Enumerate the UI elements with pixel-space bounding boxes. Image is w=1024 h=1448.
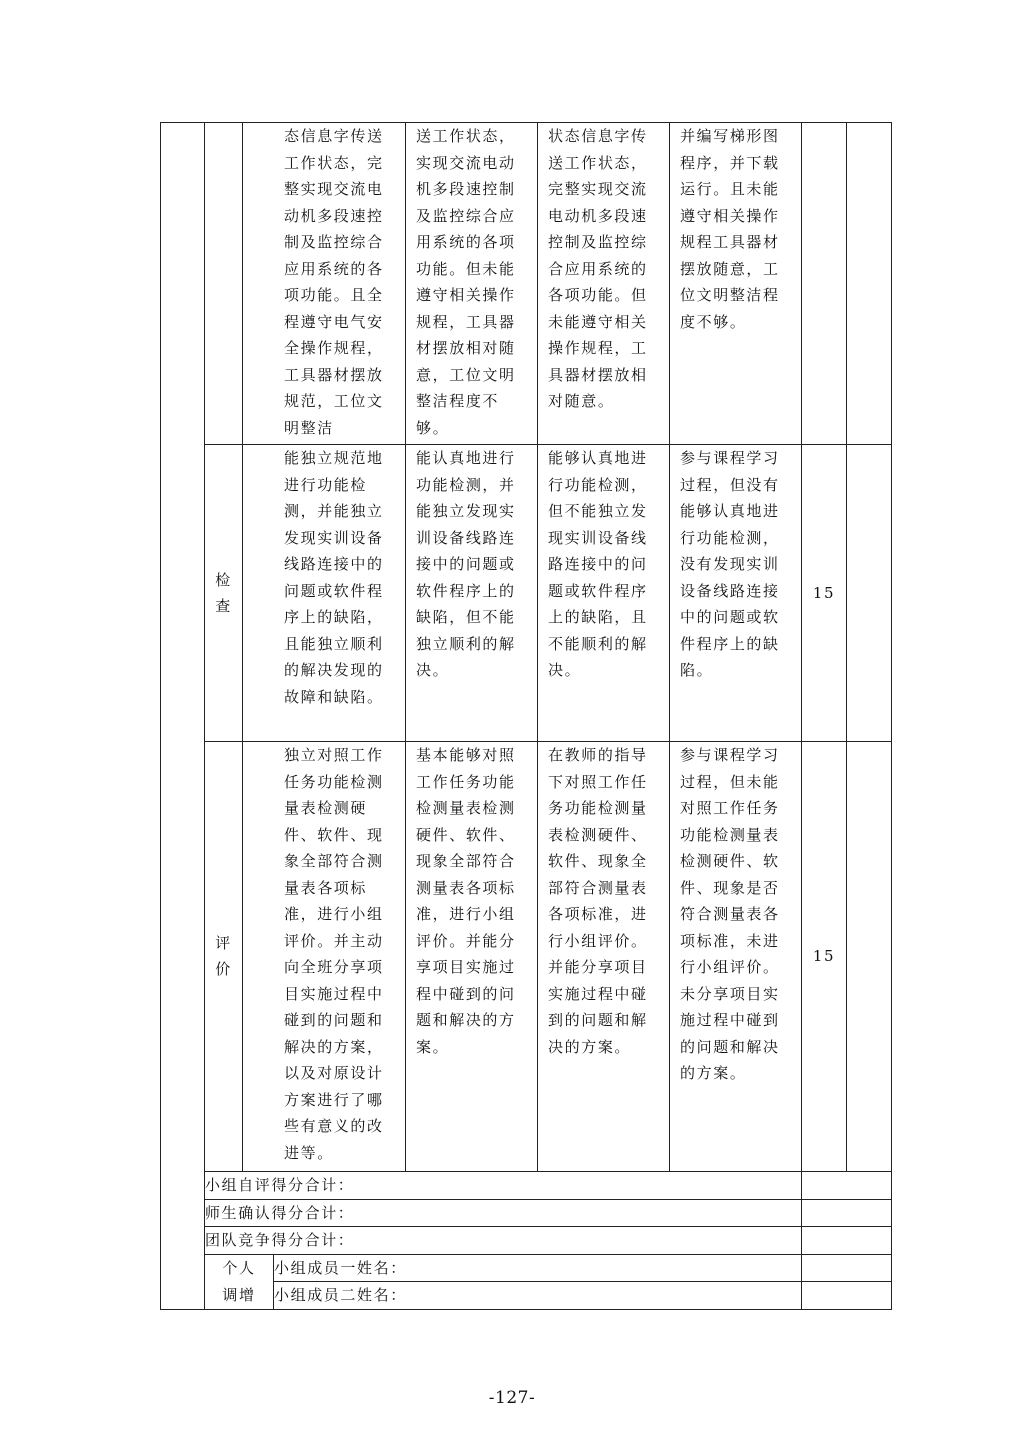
member-two-label: 小组成员二姓名： (274, 1282, 802, 1310)
criteria-excellent-cell (243, 742, 406, 1172)
score-cell: 15 (802, 742, 847, 1172)
self-score-cell (847, 123, 892, 445)
stage-label: 评价 (215, 934, 232, 979)
individual-row-1 (161, 1254, 892, 1282)
table-row (161, 445, 892, 742)
self-score-cell (847, 445, 892, 742)
criteria-good-cell (406, 445, 538, 742)
criteria-fail-text: 并编写梯形图程序，并下载运行。且未能遵守相关操作规程工具器材摆放随意，工位文明整洁程度不够。 (680, 127, 780, 331)
table-row (161, 742, 892, 1172)
criteria-excellent-cell (243, 445, 406, 742)
evaluation-table (160, 122, 892, 1310)
criteria-fail-text: 参与课程学习过程，但没有能够认真地进行功能检测，没有发现实训设备线路连接中的问题或软件程序上的缺陷。 (680, 449, 780, 679)
criteria-fail-cell (670, 123, 802, 445)
criteria-pass-text: 状态信息字传送工作状态，完整实现交流电动机多段速控制及监控综合应用系统的各项功能。但未能遵守相关操作规程，工具器材摆放相对随意。 (548, 127, 648, 410)
member-two-value (802, 1282, 892, 1310)
score-cell (802, 123, 847, 445)
member-one-value (802, 1254, 892, 1282)
stage-cell (205, 742, 243, 1172)
team-compete-total-label: 团队竞争得分合计： (205, 1227, 802, 1255)
criteria-pass-text: 在教师的指导下对照工作任务功能检测量表检测硬件、软件、现象全部符合测量表各项标准，进行小组评价。并能分享项目实施过程中碰到的问题和解决的方案。 (548, 746, 648, 1056)
teacher-confirm-total-label: 师生确认得分合计： (205, 1199, 802, 1227)
criteria-good-text: 能认真地进行功能检测，并能独立发现实训设备线路连接中的问题或软件程序上的缺陷，但不能独立顺利的解决。 (416, 449, 516, 679)
criteria-good-text: 送工作状态，实现交流电动机多段速控制及监控综合应用系统的各项功能。但未能遵守相关操作规程，工具器材摆放相对随意，工位文明整洁程度不够。 (416, 127, 516, 437)
criteria-fail-cell (670, 445, 802, 742)
individual-adjust-label (205, 1254, 274, 1309)
self-eval-total-value (802, 1172, 892, 1200)
criteria-excellent-text: 独立对照工作任务功能检测量表检测硬件、软件、现象全部符合测量表各项标准，进行小组评价。并主动向全班分享项目实施过程中碰到的问题和解决的方案，以及对原设计方案进行了哪些有意义的改进等。 (284, 746, 384, 1162)
self-eval-total-label: 小组自评得分合计： (205, 1172, 802, 1200)
summary-row-teacher (161, 1199, 892, 1227)
member-one-label: 小组成员一姓名： (274, 1254, 802, 1282)
criteria-pass-cell (538, 742, 670, 1172)
criteria-pass-text: 能够认真地进行功能检测，但不能独立发现实训设备线路连接中的问题或软件程序上的缺陷，且不能顺利的解决。 (548, 449, 648, 679)
criteria-good-cell (406, 742, 538, 1172)
criteria-fail-text: 参与课程学习过程，但未能对照工作任务功能检测量表检测硬件、软件、现象是否符合测量表各项标准，未进行小组评价。未分享项目实施过程中碰到的问题和解决的方案。 (680, 746, 780, 1082)
stage-label: 检查 (215, 570, 232, 615)
outer-left-column (161, 123, 205, 1310)
table-row (161, 123, 892, 445)
summary-row-self (161, 1172, 892, 1200)
individual-adjust-text: 个人调增 (222, 1259, 256, 1304)
team-compete-total-value (802, 1227, 892, 1255)
criteria-excellent-cell (243, 123, 406, 445)
page-number: -127- (488, 1388, 536, 1408)
stage-cell (205, 445, 243, 742)
self-score-cell (847, 742, 892, 1172)
stage-cell (205, 123, 243, 445)
summary-row-team (161, 1227, 892, 1255)
score-cell: 15 (802, 445, 847, 742)
criteria-good-text: 基本能够对照工作任务功能检测量表检测硬件、软件、现象全部符合测量表各项标准，进行小组评价。并能分享项目实施过程中碰到的问题和解决的方案。 (416, 746, 516, 1056)
criteria-pass-cell (538, 445, 670, 742)
criteria-excellent-text: 态信息字传送工作状态，完整实现交流电动机多段速控制及监控综合应用系统的各项功能。且全程遵守电气安全操作规程，工具器材摆放规范，工位文明整洁 (284, 127, 384, 437)
criteria-good-cell (406, 123, 538, 445)
criteria-excellent-text: 能独立规范地进行功能检测，并能独立发现实训设备线路连接中的问题或软件程序上的缺陷，且能独立顺利的解决发现的故障和缺陷。 (284, 449, 384, 706)
criteria-fail-cell (670, 742, 802, 1172)
teacher-confirm-total-value (802, 1199, 892, 1227)
criteria-pass-cell (538, 123, 670, 445)
